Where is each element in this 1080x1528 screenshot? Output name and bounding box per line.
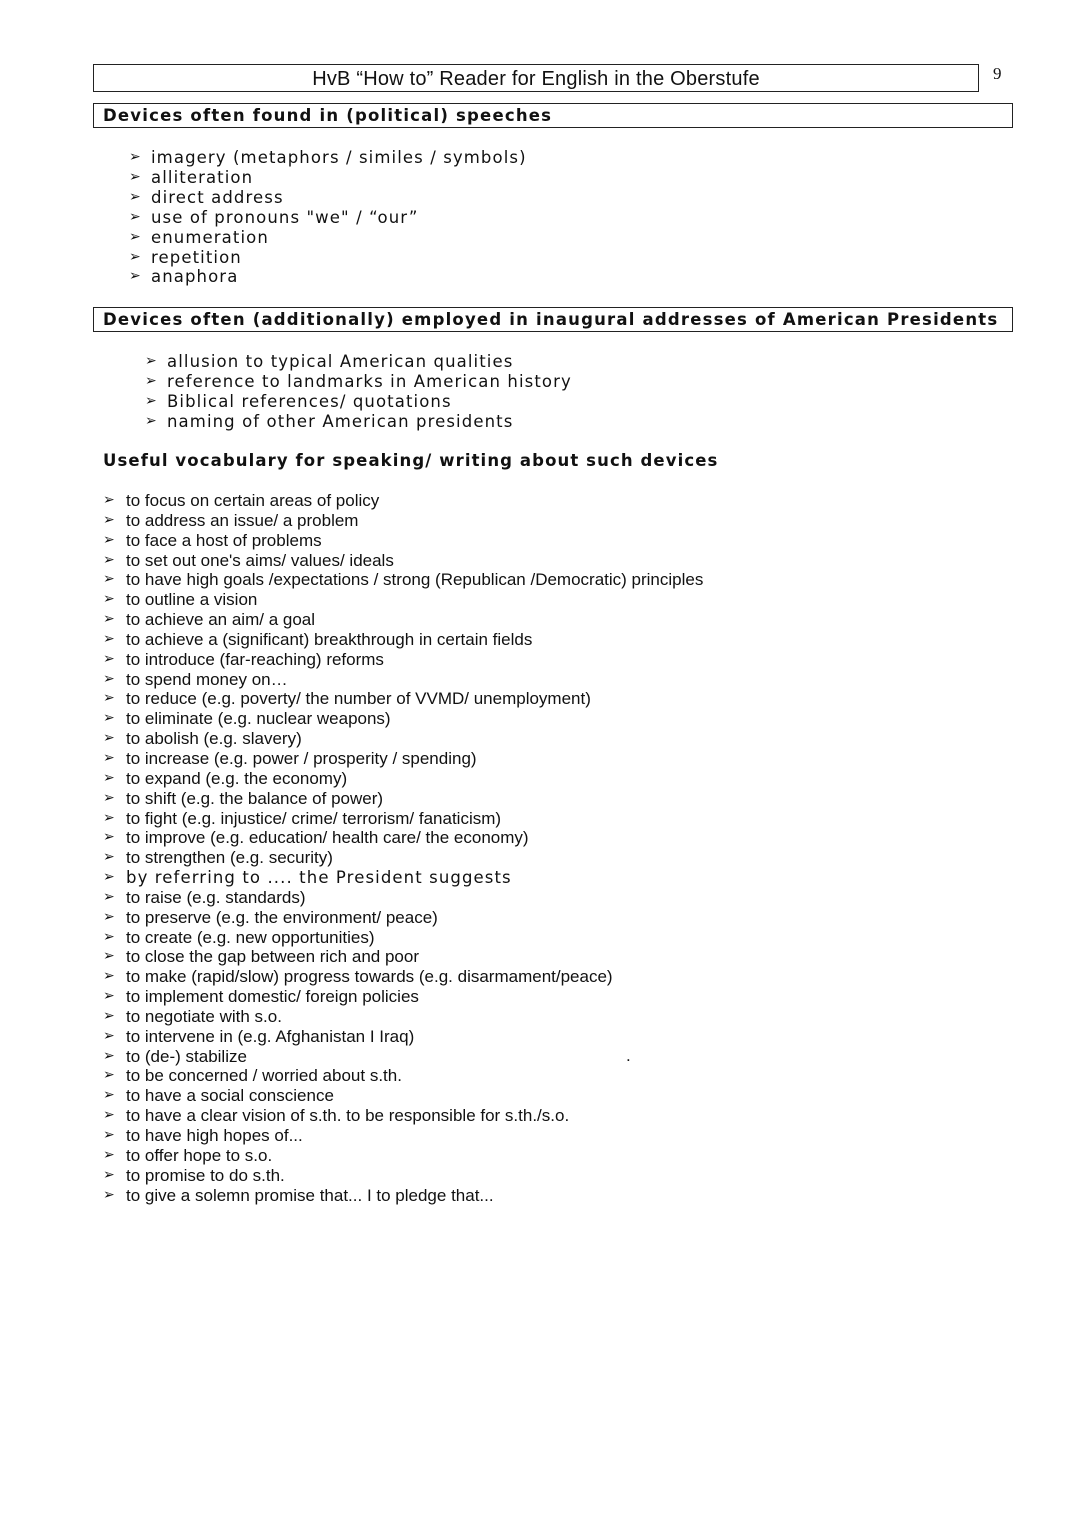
section-heading-vocabulary: Useful vocabulary for speaking/ writing about such devices bbox=[103, 451, 719, 470]
list-item-text: to implement domestic/ foreign policies bbox=[126, 987, 419, 1007]
list-item-text: to fight (e.g. injustice/ crime/ terrorism/ fanaticism) bbox=[126, 808, 502, 828]
list-item bbox=[103, 610, 703, 630]
list-item bbox=[103, 510, 703, 531]
arrowhead-bullet-icon: ➢ bbox=[103, 928, 115, 945]
arrowhead-bullet-icon: ➢ bbox=[103, 888, 115, 905]
arrowhead-bullet-icon: ➢ bbox=[103, 749, 115, 766]
list-item bbox=[145, 391, 572, 412]
list-item bbox=[103, 689, 703, 709]
page-number: 9 bbox=[993, 64, 1002, 83]
list-item bbox=[103, 788, 703, 809]
arrowhead-bullet-icon: ➢ bbox=[103, 1107, 115, 1124]
list-item-text: to introduce (far-reaching) reforms bbox=[126, 649, 384, 669]
list-item bbox=[103, 1126, 703, 1146]
list-item-text: to focus on certain areas of policy bbox=[126, 491, 380, 510]
list-item bbox=[103, 649, 703, 670]
arrowhead-bullet-icon: ➢ bbox=[145, 412, 158, 429]
stray-mark: . bbox=[626, 1046, 631, 1065]
list-item bbox=[129, 148, 527, 168]
list-item-text: to spend money on… bbox=[126, 669, 288, 689]
list-item-text: repetition bbox=[151, 247, 242, 267]
list-item bbox=[103, 1006, 703, 1027]
list-item-text: Biblical references/ quotations bbox=[167, 391, 452, 411]
arrowhead-bullet-icon: ➢ bbox=[103, 1067, 115, 1084]
arrowhead-bullet-icon: ➢ bbox=[103, 1166, 115, 1183]
arrowhead-bullet-icon: ➢ bbox=[129, 149, 142, 165]
arrowhead-bullet-icon: ➢ bbox=[103, 611, 115, 628]
list-item bbox=[103, 848, 703, 868]
list-item bbox=[103, 1106, 703, 1126]
list-item-text: to be concerned / worried about s.th. bbox=[126, 1066, 402, 1086]
arrowhead-bullet-icon: ➢ bbox=[129, 208, 142, 225]
list-item-text: to abolish (e.g. slavery) bbox=[126, 729, 302, 749]
list-item bbox=[103, 808, 703, 829]
arrowhead-bullet-icon: ➢ bbox=[103, 1186, 115, 1203]
inaugural-devices-list bbox=[145, 352, 572, 432]
list-item bbox=[103, 729, 703, 749]
list-item bbox=[103, 1145, 703, 1166]
list-item bbox=[103, 927, 703, 948]
list-item bbox=[103, 709, 703, 729]
arrowhead-bullet-icon: ➢ bbox=[129, 168, 142, 185]
list-item bbox=[129, 167, 527, 188]
list-item-text: to have a social conscience bbox=[126, 1086, 334, 1106]
list-item-text: alliteration bbox=[151, 167, 254, 187]
arrowhead-bullet-icon: ➢ bbox=[103, 591, 115, 608]
arrowhead-bullet-icon: ➢ bbox=[103, 849, 115, 866]
list-item-text: to achieve a (significant) breakthrough in certain fields bbox=[126, 629, 533, 649]
arrowhead-bullet-icon: ➢ bbox=[103, 551, 115, 568]
list-item-text: to face a host of problems bbox=[126, 530, 322, 550]
speech-devices-list bbox=[129, 148, 527, 287]
list-item bbox=[103, 987, 703, 1007]
list-item-text: to have a clear vision of s.th. to be responsible for s.th./s.o. bbox=[126, 1106, 570, 1126]
list-item-text: to strengthen (e.g. security) bbox=[126, 848, 333, 868]
list-item-text: to promise to do s.th. bbox=[126, 1165, 285, 1185]
arrowhead-bullet-icon: ➢ bbox=[103, 1087, 115, 1104]
list-item-text: use of pronouns "we" / “our” bbox=[151, 207, 419, 227]
list-item bbox=[103, 1185, 703, 1206]
list-item bbox=[103, 907, 703, 928]
list-item bbox=[129, 267, 527, 287]
arrowhead-bullet-icon: ➢ bbox=[103, 1047, 115, 1064]
list-item-text: to achieve an aim/ a goal bbox=[126, 610, 316, 630]
list-item-text: direct address bbox=[151, 187, 284, 207]
arrowhead-bullet-icon: ➢ bbox=[103, 710, 115, 727]
arrowhead-bullet-icon: ➢ bbox=[103, 630, 115, 647]
list-item bbox=[103, 887, 703, 908]
arrowhead-bullet-icon: ➢ bbox=[103, 690, 115, 707]
list-item-text: to reduce (e.g. poverty/ the number of VVMD/ unemployment) bbox=[126, 689, 591, 709]
list-item-text: to have high goals /expectations / strong (Republican /Democratic) principles bbox=[126, 570, 704, 590]
arrowhead-bullet-icon: ➢ bbox=[103, 869, 116, 886]
list-item-text: naming of other American presidents bbox=[167, 411, 514, 431]
arrowhead-bullet-icon: ➢ bbox=[145, 392, 158, 409]
arrowhead-bullet-icon: ➢ bbox=[129, 248, 142, 265]
list-item bbox=[103, 590, 703, 610]
arrowhead-bullet-icon: ➢ bbox=[103, 1027, 115, 1044]
list-item bbox=[129, 187, 527, 208]
list-item bbox=[145, 352, 572, 372]
list-item bbox=[129, 247, 527, 268]
list-item-text: to close the gap between rich and poor bbox=[126, 947, 419, 967]
arrowhead-bullet-icon: ➢ bbox=[145, 372, 158, 389]
arrowhead-bullet-icon: ➢ bbox=[103, 571, 115, 588]
list-item bbox=[103, 570, 704, 590]
page-title: HvB “How to” Reader for English in the Oberstufe bbox=[93, 64, 979, 92]
list-item-text: anaphora bbox=[151, 267, 239, 287]
arrowhead-bullet-icon: ➢ bbox=[103, 948, 115, 965]
list-item bbox=[103, 1165, 703, 1186]
list-item-text: to set out one's aims/ values/ ideals bbox=[126, 550, 394, 570]
list-item bbox=[103, 1026, 703, 1047]
arrowhead-bullet-icon: ➢ bbox=[103, 769, 115, 786]
arrowhead-bullet-icon: ➢ bbox=[129, 268, 142, 285]
list-item-text: to make (rapid/slow) progress towards (e.g. disarmament/peace) bbox=[126, 967, 613, 987]
list-item-text: imagery (metaphors / similes / symbols) bbox=[151, 148, 527, 167]
arrowhead-bullet-icon: ➢ bbox=[103, 670, 115, 687]
list-item bbox=[103, 748, 703, 769]
list-item-text: to intervene in (e.g. Afghanistan I Iraq) bbox=[126, 1026, 415, 1046]
list-item bbox=[103, 868, 703, 888]
list-item-text: to have high hopes of... bbox=[126, 1126, 303, 1145]
list-item bbox=[103, 1086, 703, 1106]
list-item bbox=[129, 207, 527, 228]
list-item bbox=[145, 371, 572, 392]
list-item-text: to negotiate with s.o. bbox=[126, 1006, 282, 1026]
list-item bbox=[103, 947, 703, 967]
arrowhead-bullet-icon: ➢ bbox=[103, 1146, 115, 1163]
list-item-text: to (de-) stabilize bbox=[126, 1046, 247, 1066]
list-item bbox=[103, 669, 703, 690]
list-item bbox=[103, 530, 703, 551]
arrowhead-bullet-icon: ➢ bbox=[129, 188, 142, 205]
arrowhead-bullet-icon: ➢ bbox=[103, 511, 115, 528]
list-item-text: by referring to .... the President suggests bbox=[126, 868, 512, 888]
section-heading-speech-devices: Devices often found in (political) speeches bbox=[93, 103, 1013, 128]
list-item-text: to eliminate (e.g. nuclear weapons) bbox=[126, 709, 391, 729]
arrowhead-bullet-icon: ➢ bbox=[103, 829, 115, 846]
list-item-text: to increase (e.g. power / prosperity / spending) bbox=[126, 748, 477, 768]
arrowhead-bullet-icon: ➢ bbox=[103, 809, 115, 826]
list-item bbox=[103, 1046, 703, 1067]
list-item-text: to address an issue/ a problem bbox=[126, 510, 359, 530]
list-item-text: reference to landmarks in American history bbox=[167, 371, 572, 391]
arrowhead-bullet-icon: ➢ bbox=[103, 968, 115, 985]
arrowhead-bullet-icon: ➢ bbox=[103, 1007, 115, 1024]
list-item-text: to outline a vision bbox=[126, 590, 258, 610]
arrowhead-bullet-icon: ➢ bbox=[103, 730, 115, 747]
list-item-text: to preserve (e.g. the environment/ peace) bbox=[126, 907, 438, 927]
vocabulary-list bbox=[103, 491, 704, 1205]
section-heading-inaugural-devices: Devices often (additionally) employed in inaugural addresses of American Presidents bbox=[93, 307, 1013, 332]
list-item-text: to shift (e.g. the balance of power) bbox=[126, 788, 384, 808]
arrowhead-bullet-icon: ➢ bbox=[103, 789, 115, 806]
list-item bbox=[103, 629, 703, 650]
list-item-text: to improve (e.g. education/ health care/ the economy) bbox=[126, 828, 529, 848]
list-item bbox=[103, 828, 703, 848]
arrowhead-bullet-icon: ➢ bbox=[103, 650, 115, 667]
list-item bbox=[103, 550, 703, 571]
list-item bbox=[103, 1066, 703, 1086]
list-item bbox=[129, 227, 527, 248]
list-item-text: to offer hope to s.o. bbox=[126, 1145, 273, 1165]
list-item bbox=[103, 491, 703, 511]
list-item bbox=[145, 411, 572, 432]
arrowhead-bullet-icon: ➢ bbox=[103, 492, 115, 508]
arrowhead-bullet-icon: ➢ bbox=[103, 988, 115, 1005]
arrowhead-bullet-icon: ➢ bbox=[145, 353, 158, 369]
list-item-text: enumeration bbox=[151, 227, 269, 247]
arrowhead-bullet-icon: ➢ bbox=[103, 531, 115, 548]
list-item-text: to raise (e.g. standards) bbox=[126, 887, 306, 907]
list-item bbox=[103, 768, 703, 789]
list-item-text: to create (e.g. new opportunities) bbox=[126, 927, 375, 947]
arrowhead-bullet-icon: ➢ bbox=[103, 908, 115, 925]
list-item bbox=[103, 967, 703, 987]
list-item-text: to give a solemn promise that... I to pledge that... bbox=[126, 1185, 494, 1205]
arrowhead-bullet-icon: ➢ bbox=[103, 1127, 115, 1143]
list-item-text: allusion to typical American qualities bbox=[167, 352, 514, 371]
list-item-text: to expand (e.g. the economy) bbox=[126, 768, 348, 788]
arrowhead-bullet-icon: ➢ bbox=[129, 228, 142, 245]
